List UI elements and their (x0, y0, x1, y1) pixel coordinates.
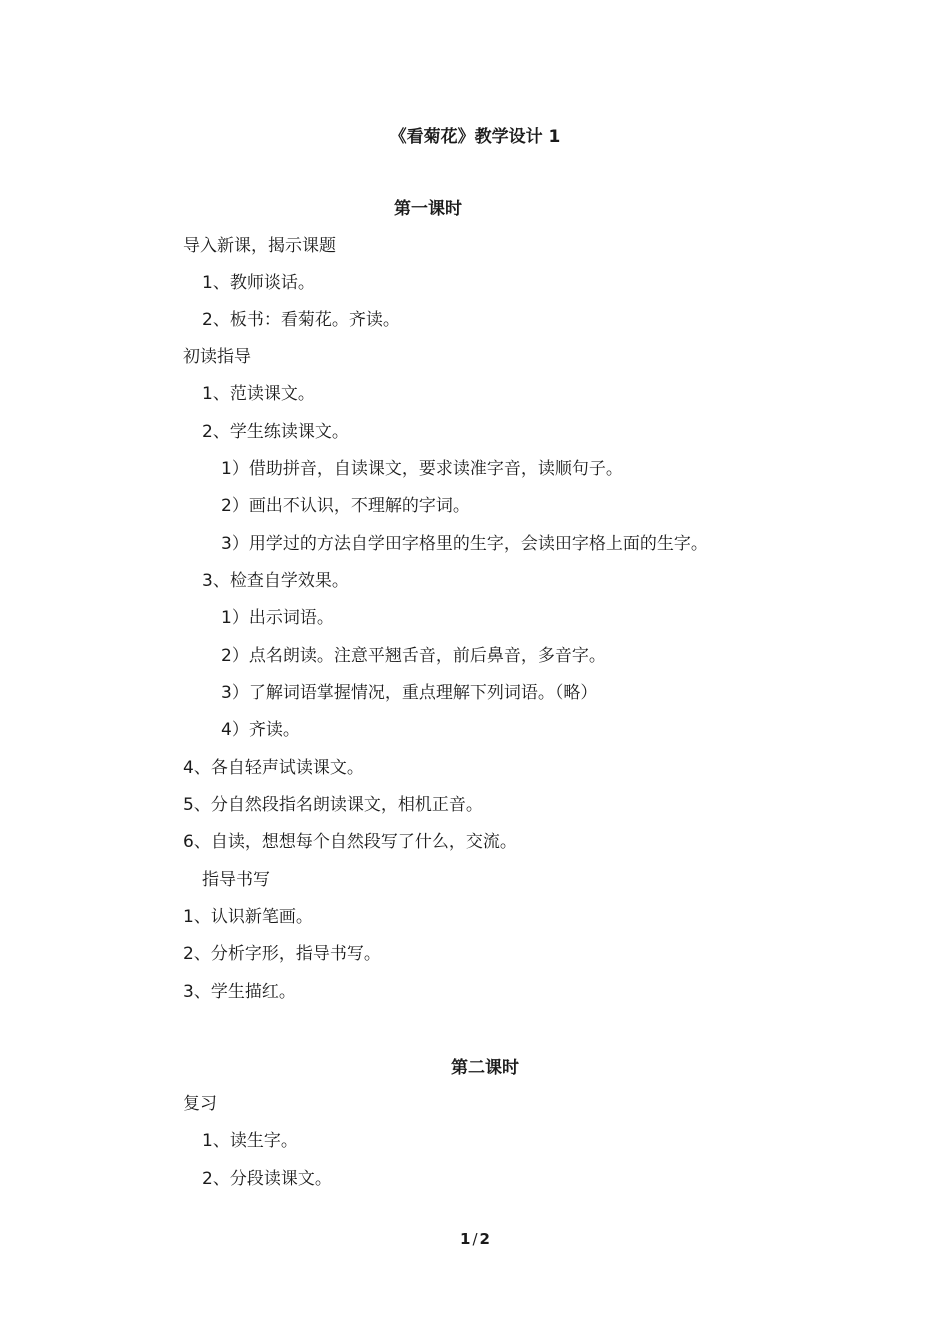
lesson2-heading: 第二课时 (451, 1058, 519, 1078)
sub-list-item: 2）画出不认识，不理解的字词。 (221, 496, 470, 516)
list-item: 2、板书：看菊花。齐读。 (202, 310, 400, 330)
list-item: 4、各自轻声试读课文。 (183, 758, 364, 778)
list-item: 6、自读，想想每个自然段写了什么，交流。 (183, 832, 517, 852)
section-heading: 指导书写 (202, 870, 270, 890)
list-item: 1、教师谈话。 (202, 273, 315, 293)
list-item: 3、学生描红。 (183, 982, 296, 1002)
section-heading: 复习 (183, 1094, 217, 1114)
document-title: 《看菊花》教学设计 1 (389, 127, 561, 147)
sub-list-item: 3）用学过的方法自学田字格里的生字，会读田字格上面的生字。 (221, 534, 708, 554)
list-item: 5、分自然段指名朗读课文，相机正音。 (183, 795, 483, 815)
sub-list-item: 1）借助拼音，自读课文，要求读准字音，读顺句子。 (221, 459, 623, 479)
sub-list-item: 4）齐读。 (221, 720, 300, 740)
sub-list-item: 1）出示词语。 (221, 608, 334, 628)
list-item: 1、范读课文。 (202, 384, 315, 404)
list-item: 2、分段读课文。 (202, 1169, 332, 1189)
page-total: 2 (479, 1230, 490, 1248)
page-separator: / (472, 1230, 478, 1248)
list-item: 3、检查自学效果。 (202, 571, 349, 591)
lesson1-heading: 第一课时 (394, 199, 462, 219)
list-item: 1、认识新笔画。 (183, 907, 313, 927)
sub-list-item: 2）点名朗读。注意平翘舌音，前后鼻音，多音字。 (221, 646, 606, 666)
sub-list-item: 3）了解词语掌握情况，重点理解下列词语。（略） (221, 683, 598, 703)
list-item: 2、学生练读课文。 (202, 422, 349, 442)
list-item: 2、分析字形，指导书写。 (183, 944, 381, 964)
section-heading: 导入新课，揭示课题 (183, 236, 336, 256)
page-number (0, 1227, 950, 1251)
page-current: 1 (460, 1230, 471, 1248)
list-item: 1、读生字。 (202, 1131, 298, 1151)
section-heading: 初读指导 (183, 347, 251, 367)
